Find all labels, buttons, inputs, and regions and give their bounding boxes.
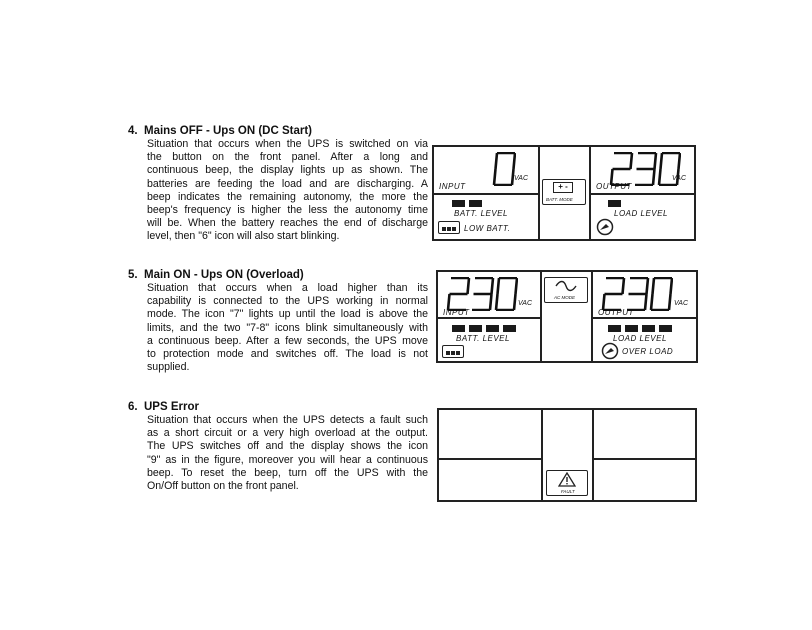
section-4 xyxy=(128,124,428,244)
digit-segment xyxy=(494,169,496,185)
digit-segment xyxy=(653,169,655,185)
digit-segment xyxy=(490,294,492,310)
level-block xyxy=(608,325,621,332)
level-block xyxy=(452,325,465,332)
load-level-label: LOAD LEVEL xyxy=(613,334,667,343)
section-4-body: Situation that occurs when the UPS is switched on via the button on the front panel. After a long and continuous beep, the display lights up as shown. The batteries are feeding the load and are discharging. A beep indicates the remaining autonomy, the more the beep's frequency is higher the less the autonomy time will be. When the battery reaches the end of discharge level, then "6" icon will also start blinking. xyxy=(147,138,428,243)
lcd-panel-overload xyxy=(436,270,698,363)
digit-segment xyxy=(653,278,655,294)
digit-segment xyxy=(661,153,663,169)
digit-segment xyxy=(671,278,673,294)
overload-icon xyxy=(601,342,619,360)
warning-triangle-icon xyxy=(558,472,576,487)
fault-icon xyxy=(546,470,588,496)
low-battery-label: LOW BATT. xyxy=(464,224,511,233)
output-label: OUTPUT xyxy=(598,308,634,317)
digit-segment xyxy=(514,294,516,310)
section-5-body: Situation that occurs when a load higher than its capability is connected to the UPS working in normal mode. The icon "7" lights up until the load is above the limits, and the two "7-8" icons blink simultaneously with a continuous beep. After a few seconds, the UPS move to protection mode and switches off. The load is not supplied. xyxy=(147,282,428,374)
digit-segment xyxy=(679,153,681,169)
battery-level-label: BATT. LEVEL xyxy=(454,209,508,218)
level-block xyxy=(452,200,465,207)
section-4-title: 4. Mains OFF - Ups ON (DC Start) xyxy=(128,125,313,137)
section-5 xyxy=(128,268,428,374)
output-unit: VAC xyxy=(672,175,687,182)
fault-label: FAULT xyxy=(561,489,575,494)
digit-segment xyxy=(631,153,633,169)
digit-segment xyxy=(496,153,498,169)
battery-mode-label: BATT. MODE xyxy=(546,197,573,202)
output-label: OUTPUT xyxy=(596,182,632,191)
digit-segment xyxy=(468,278,470,294)
section-6-title: 6. UPS Error xyxy=(128,401,199,413)
output-unit: VAC xyxy=(674,300,689,307)
digit-segment xyxy=(655,153,657,169)
level-block xyxy=(469,325,482,332)
digit-segment xyxy=(498,278,500,294)
overload-icon xyxy=(596,218,614,236)
digit-segment xyxy=(496,294,498,310)
input-voltage-readout xyxy=(492,152,516,191)
load-level-label: LOAD LEVEL xyxy=(614,209,668,218)
level-block xyxy=(608,200,621,207)
ac-mode-icon xyxy=(544,277,588,303)
level-block xyxy=(659,325,672,332)
input-unit: VAC xyxy=(518,300,533,307)
digit-segment xyxy=(647,278,649,294)
battery-icon xyxy=(442,345,464,358)
digit-segment xyxy=(516,278,518,294)
ac-mode-label: AC MODE xyxy=(554,295,576,300)
digit-segment xyxy=(651,294,653,310)
lcd-panel-error xyxy=(437,408,697,502)
digit-segment xyxy=(659,169,661,185)
lcd-panel-dc-start xyxy=(432,145,696,241)
low-battery-icon xyxy=(438,221,460,234)
overload-label: OVER LOAD xyxy=(622,347,674,356)
digit-segment xyxy=(669,294,671,310)
level-block xyxy=(486,325,499,332)
digit-segment xyxy=(492,278,494,294)
input-label: INPUT xyxy=(439,182,466,191)
digit-segment xyxy=(645,294,647,310)
battery-mode-icon: + - BATT. MODE xyxy=(542,179,586,205)
input-unit: VAC xyxy=(514,175,529,182)
section-5-title: 5. Main ON - Ups ON (Overload) xyxy=(128,269,304,281)
level-block xyxy=(469,200,482,207)
level-block xyxy=(642,325,655,332)
section-6 xyxy=(128,400,428,493)
level-block xyxy=(503,325,516,332)
section-6-body: Situation that occurs when the UPS detects a fault such as a short circuit or a very high overload at the output. The UPS switches off and the display shows the icon "9" as in the figure, moreover you will hear a continuous beep. To reset the beep, turn off the UPS with the On/Off button on the front panel. xyxy=(147,414,428,493)
digit-segment xyxy=(623,278,625,294)
input-label: INPUT xyxy=(443,308,470,317)
level-block xyxy=(625,325,638,332)
battery-level-label: BATT. LEVEL xyxy=(456,334,510,343)
digit-segment xyxy=(514,153,516,169)
